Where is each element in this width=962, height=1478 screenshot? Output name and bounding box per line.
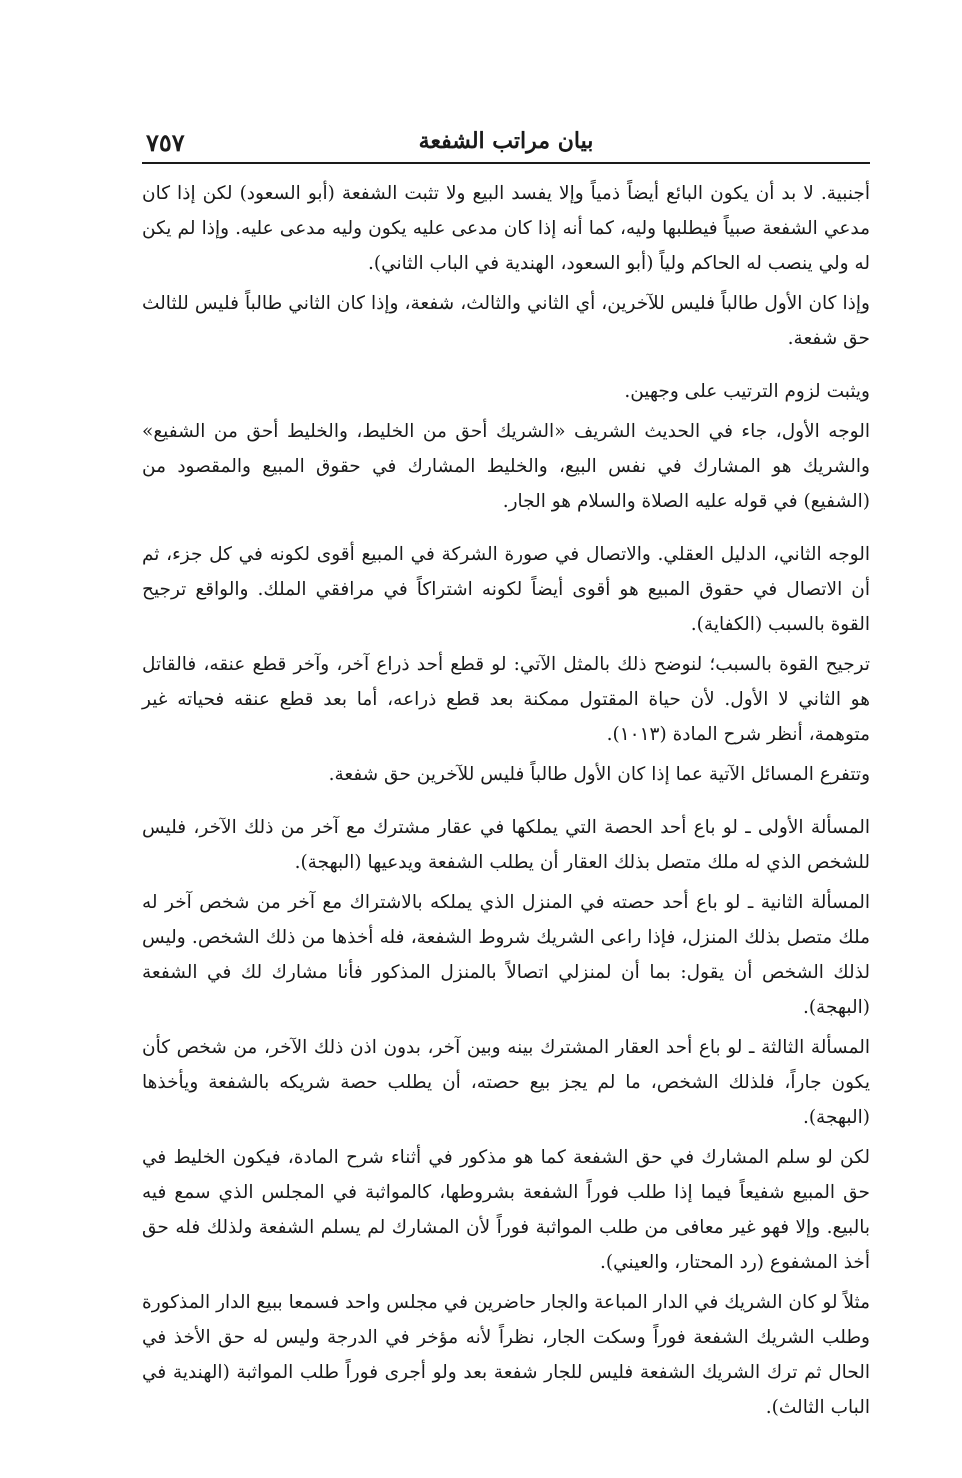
paragraph: ترجيح القوة بالسبب؛ لنوضح ذلك بالمثل الآتي: لو قطع أحد ذراع آخر، وآخر قطع عنقه، فالقاتل هو الثاني لا الأول. لأن حياة المقتول ممكنة بعد قطع ذراعه، أما بعد قطع عنقه فحياته غير متوهمة، أنظر شرح المادة (١٠١٣). (142, 654, 870, 745)
paragraph: لكن لو سلم المشارك في حق الشفعة كما هو مذكور في أثناء شرح المادة، فيكون الخليط في حق المبيع شفيعاً فيما إذا طلب فوراً الشفعة بشروطها، كالمواثبة في المجلس الذي سمع فيه بالبيع. وإلا فهو غير معافى من طلب المواثبة فوراً لأن المشارك لم يسلم الشفعة ولذلك فله حق أخذ المشفوع (رد المحتار، والعيني). (142, 1147, 870, 1273)
paragraph: الوجه الأول، جاء في الحديث الشريف «الشريك أحق من الخليط، والخليط أحق من الشفيع» والشريك هو المشارك في نفس البيع، والخليط المشارك في حقوق المبيع والمقصود من (الشفيع) في قوله عليه الصلاة والسلام هو الجار. (142, 421, 870, 512)
paragraph: وتتفرع المسائل الآتية عما إذا كان الأول طالباً فليس للآخرين حق شفعة. (328, 764, 870, 785)
paragraph: المسألة الثانية ـ لو باع أحد حصته في المنزل الذي يملكه بالاشتراك مع آخر من شخص آخر له ملك متصل بذلك المنزل، فإذا راعى الشريك شروط الشفعة، فله أخذها من ذلك الشخص. وليس لذلك الشخص أن يقول: بما أن لمنزلي اتصالاً بالمنزل المذكور فأنا مشارك لك في الشفعة (البهجة). (142, 892, 870, 1018)
paragraph: وإذا كان الأول طالباً فليس للآخرين، أي الثاني والثالث، شفعة، وإذا كان الثاني طالباً فليس للثالث حق شفعة. (142, 293, 870, 349)
paragraph: المسألة الأولى ـ لو باع أحد الحصة التي يملكها في عقار مشترك مع آخر من ذلك الآخر، فليس للشخص الذي له ملك متصل بذلك العقار أن يطلب الشفعة ويدعيها (البهجة). (142, 817, 870, 873)
paragraph: ويثبت لزوم الترتيب على وجهين. (624, 381, 870, 402)
running-title: بيان مراتب الشفعة (418, 128, 594, 154)
paragraph: مثلاً لو كان الشريك في الدار المباعة والجار حاضرين في مجلس واحد فسمعا ببيع الدار المذكورة وطلب الشريك الشفعة فوراً وسكت الجار، نظراً لأنه مؤخر في الدرجة وليس له حق الأخذ في الحال ثم ترك الشريك الشفعة فليس للجار شفعة بعد ولو أجرى فوراً طلب المواثبة (الهندية في الباب الثالث). (142, 1292, 870, 1418)
paragraph: أجنبية. لا بد أن يكون البائع أيضاً ذمياً وإلا يفسد البيع ولا تثبت الشفعة (أبو السعود) لكن إذا كان مدعي الشفعة صبياً فيطلبها وليه، كما أنه إذا كان مدعى عليه يكون وليه مدعى عليه. وإذا لم يكن له ولي ينصب له الحاكم ولياً (أبو السعود، الهندية في الباب الثاني). (142, 183, 870, 274)
paragraph: المسألة الثالثة ـ لو باع أحد العقار المشترك بينه وبين آخر، بدون اذن ذلك الآخر، من شخص كأن يكون جاراً، فلذلك الشخص، ما لم يجز بيع حصته، أن يطلب حصة شريكه بالشفعة ويأخذها (البهجة). (142, 1037, 870, 1128)
page-body (142, 176, 870, 1430)
paragraph: الوجه الثاني، الدليل العقلي. والاتصال في صورة الشركة في المبيع أقوى لكونه في كل جزء، ثم أن الاتصال في حقوق المبيع هو أقوى أيضاً لكونه اشتراكاً في مرافقي الملك. والواقع ترجيح القوة بالسبب (الكفاية). (142, 544, 870, 635)
page-number: ٧٥٧ (146, 128, 185, 157)
page-header (142, 122, 870, 164)
